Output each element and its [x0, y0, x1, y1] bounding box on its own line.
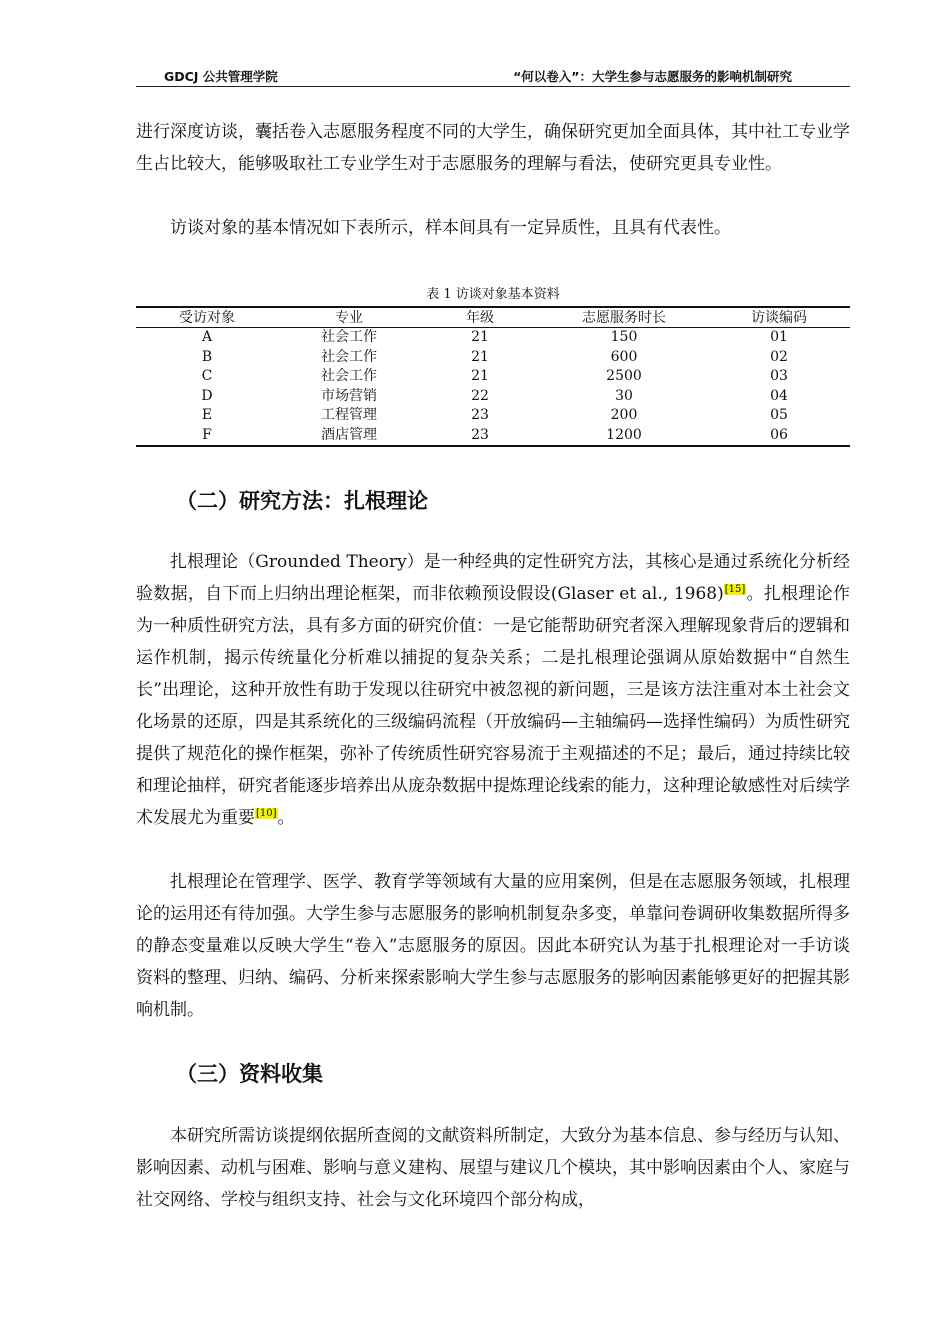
table-cell: 21	[471, 329, 489, 346]
table-cell: F	[202, 426, 212, 443]
table-cell: 社会工作	[321, 348, 377, 365]
table-cell: 04	[770, 387, 788, 404]
table-cell: D	[201, 387, 213, 404]
section-heading-methods: （二）研究方法：扎根理论	[176, 489, 428, 513]
table-row	[136, 406, 850, 426]
header-institution: GDCJ 公共管理学院	[164, 69, 278, 84]
table-cell: 02	[770, 348, 788, 365]
table-header-cell: 访谈编码	[708, 307, 850, 328]
table-cell: E	[201, 407, 213, 424]
table-cell: 200	[610, 407, 638, 424]
citation-link-15[interactable]: [15]	[724, 584, 746, 596]
table-cell: 工程管理	[321, 407, 377, 424]
table-header-cell: 志愿服务时长	[540, 307, 708, 328]
methods-paragraph-2: 扎根理论在管理学、医学、教育学等领域有大量的应用案例，但是在志愿服务领域，扎根理论的运用还有待加强。大学生参与志愿服务的影响机制复杂多变，单靠问卷调研收集数据所得多的静态变量难以反映大学生“卷入”志愿服务的原因。因此本研究认为基于扎根理论对一手访谈资料的整理、归纳、编码、分析来探索影响大学生参与志愿服务的影响因素能够更好的把握其影响机制。	[136, 872, 850, 1020]
intro-paragraph-2: 访谈对象的基本情况如下表所示，样本间具有一定异质性，且具有代表性。	[170, 218, 731, 238]
table-cell: 2500	[606, 368, 642, 385]
interviewee-table	[136, 306, 850, 447]
table-cell: 市场营销	[321, 387, 377, 404]
table-header-cell: 受访对象	[136, 307, 278, 328]
data-collection-paragraph: 本研究所需访谈提纲依据所查阅的文献资料所制定，大致分为基本信息、参与经历与认知、影响因素、动机与困难、影响与意义建构、展望与建议几个模块，其中影响因素由个人、家庭与社交网络、学校与组织支持、社会与文化环境四个部分构成，	[136, 1126, 850, 1210]
table-cell: 社会工作	[321, 368, 377, 385]
table-row	[136, 426, 850, 447]
table-cell: 600	[610, 348, 638, 365]
table-row	[136, 328, 850, 348]
table-caption: 表 1 访谈对象基本资料	[426, 287, 560, 302]
methods-text-part-2: 。扎根理论作为一种质性研究方法，具有多方面的研究价值：一是它能帮助研究者深入理解现象背后的逻辑和运作机制，揭示传统量化分析难以捕捉的复杂关系；二是扎根理论强调从原始数据中“自然生长”出理论，这种开放性有助于发现以往研究中被忽视的新问题，三是该方法注重对本土社会文化场景的还原，四是其系统化的三级编码流程（开放编码—主轴编码—选择性编码）为质性研究提供了规范化的操作框架，弥补了传统质性研究容易流于主观描述的不足；最后，通过持续比较和理论抽样，研究者能逐步培养出从庞杂数据中提炼理论线索的能力，这种理论敏感性对后续学术发展尤为重要	[136, 584, 851, 828]
table-cell: 30	[615, 387, 633, 404]
table-cell: C	[201, 368, 213, 385]
table-row	[136, 367, 850, 387]
table-cell: 23	[471, 407, 489, 424]
table-cell: A	[201, 329, 213, 346]
table-cell: 01	[770, 329, 788, 346]
table-cell: 社会工作	[321, 329, 377, 346]
table-cell: 05	[770, 407, 788, 424]
table-cell: 03	[770, 368, 788, 385]
table-cell: 23	[471, 426, 489, 443]
intro-paragraph-1: 进行深度访谈，囊括卷入志愿服务程度不同的大学生，确保研究更加全面具体，其中社工专业学生占比较大，能够吸取社工专业学生对于志愿服务的理解与看法，使研究更具专业性。	[136, 122, 850, 174]
page-header	[136, 66, 850, 87]
table-row	[136, 387, 850, 407]
section-heading-data-collection: （三）资料收集	[176, 1062, 323, 1086]
table-cell: 22	[471, 387, 489, 404]
table-cell: 酒店管理	[321, 426, 377, 443]
methods-text-part-1: 扎根理论（Grounded Theory）是一种经典的定性研究方法，其核心是通过系统化分析经验数据，自下而上归纳出理论框架，而非依赖预设假设(Glaser et al., 1968)	[136, 552, 850, 604]
table-cell: 150	[610, 329, 638, 346]
table-header-cell: 专业	[278, 307, 420, 328]
table-cell: 1200	[606, 426, 642, 443]
citation-link-10[interactable]: [10]	[256, 808, 277, 820]
header-paper-title: “何以卷入”：大学生参与志愿服务的影响机制研究	[513, 69, 792, 84]
table-cell: 06	[770, 426, 788, 443]
table-row	[136, 348, 850, 368]
table-header-row	[136, 307, 850, 328]
table-cell: 21	[471, 348, 489, 365]
methods-text-part-3: 。	[277, 808, 295, 828]
table-header-cell: 年级	[420, 307, 540, 328]
methods-paragraph-1	[136, 546, 850, 834]
table-cell: 21	[471, 368, 489, 385]
table-cell: B	[201, 348, 213, 365]
